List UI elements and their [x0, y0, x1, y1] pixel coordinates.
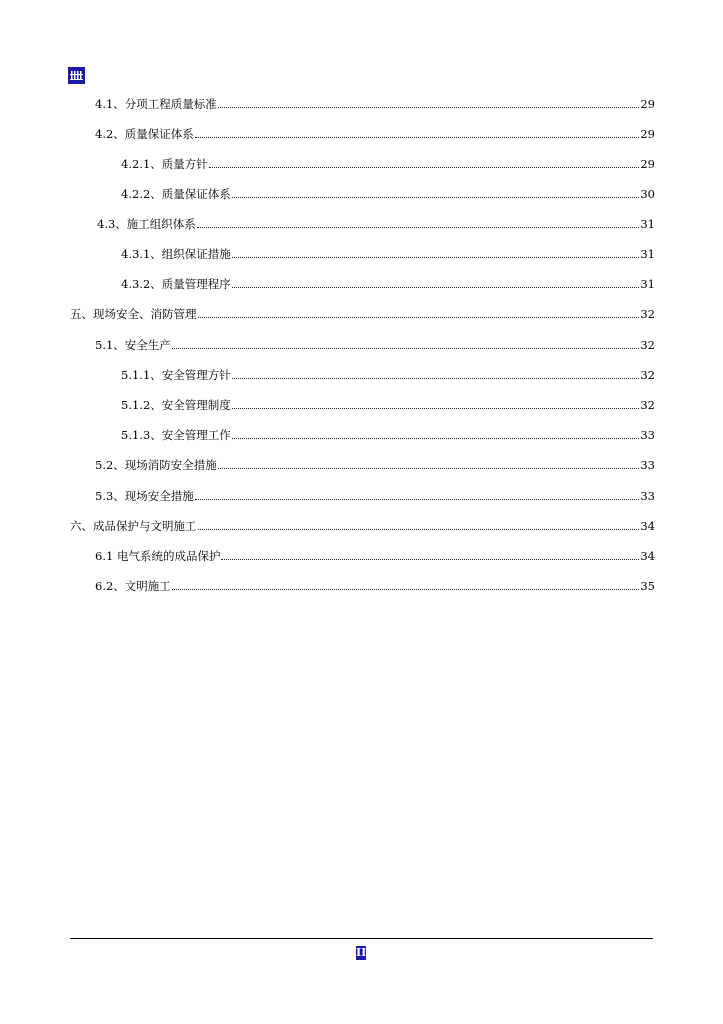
toc-entry-4-2-2[interactable] — [121, 185, 655, 201]
toc-entry-page: 33 — [640, 489, 655, 503]
toc-entry-label: 5.3、现场安全措施 — [95, 489, 194, 503]
toc-entry-4-3[interactable] — [97, 215, 655, 231]
toc-entry-5-1[interactable] — [95, 336, 655, 352]
company-logo-icon — [68, 67, 85, 84]
dot-leader — [172, 588, 640, 590]
dot-leader — [221, 558, 639, 560]
dot-leader — [172, 347, 640, 349]
toc-entry-page: 34 — [640, 549, 655, 563]
dot-leader — [232, 437, 640, 439]
toc-entry-label: 4.3.1、组织保证措施 — [121, 247, 231, 261]
toc-entry-label: 五、现场安全、消防管理 — [70, 307, 197, 321]
page-number: II — [356, 946, 367, 959]
toc-entry-label: 5.1、安全生产 — [95, 338, 171, 352]
toc-entry-page: 32 — [640, 307, 655, 321]
toc-entry-label: 4.3、施工组织体系 — [97, 217, 196, 231]
toc-entry-5-1-1[interactable] — [121, 366, 655, 382]
toc-entry-label: 6.1 电气系统的成品保护 — [95, 549, 221, 563]
toc-entry-page: 31 — [640, 217, 655, 231]
dot-leader — [195, 498, 640, 500]
toc-entry-4-3-2[interactable] — [121, 275, 655, 291]
dot-leader — [198, 316, 640, 318]
toc-entry-page: 29 — [640, 157, 655, 171]
toc-entry-4-3-1[interactable] — [121, 245, 655, 261]
dot-leader — [198, 528, 640, 530]
toc-entry-page: 32 — [640, 338, 655, 352]
toc-entry-5-2[interactable] — [95, 456, 655, 472]
toc-entry-5-3[interactable] — [95, 487, 655, 503]
toc-entry-label: 5.2、现场消防安全措施 — [95, 458, 217, 472]
toc-entry-6-2[interactable] — [95, 577, 655, 593]
toc-entry-label: 5.1.1、安全管理方针 — [121, 368, 231, 382]
dot-leader — [232, 256, 640, 258]
dot-leader — [209, 166, 640, 168]
toc-entry-label: 4.2.1、质量方针 — [121, 157, 208, 171]
toc-entry-label: 六、成品保护与文明施工 — [70, 519, 197, 533]
toc-entry-label: 4.2.2、质量保证体系 — [121, 187, 231, 201]
toc-entry-page: 34 — [640, 519, 655, 533]
toc-entry-page: 29 — [640, 97, 655, 111]
toc-entry-label: 5.1.2、安全管理制度 — [121, 398, 231, 412]
toc-entry-label: 6.2、文明施工 — [95, 579, 171, 593]
dot-leader — [232, 407, 640, 409]
dot-leader — [197, 226, 640, 228]
dot-leader — [218, 106, 640, 108]
toc-entry-page: 29 — [640, 127, 655, 141]
toc-entry-5-1-3[interactable] — [121, 426, 655, 442]
toc-entry-page: 32 — [640, 368, 655, 382]
toc-entry-page: 32 — [640, 398, 655, 412]
toc-entry-page: 33 — [640, 458, 655, 472]
footer-divider — [70, 938, 653, 939]
dot-leader — [195, 136, 640, 138]
toc-entry-4-2[interactable] — [95, 125, 655, 141]
toc-entry-label: 5.1.3、安全管理工作 — [121, 428, 231, 442]
toc-entry-page: 30 — [640, 187, 655, 201]
toc-entry-label: 4.2、质量保证体系 — [95, 127, 194, 141]
dot-leader — [232, 196, 640, 198]
toc-entry-6-1[interactable] — [95, 547, 655, 563]
dot-leader — [218, 467, 640, 469]
toc-entry-page: 31 — [640, 277, 655, 291]
toc-entry-4-1[interactable] — [95, 95, 655, 111]
dot-leader — [232, 286, 640, 288]
toc-entry-page: 31 — [640, 247, 655, 261]
toc-entry-page: 35 — [640, 579, 655, 593]
toc-entry-5-1-2[interactable] — [121, 396, 655, 412]
toc-entry-page: 33 — [640, 428, 655, 442]
toc-entry-chapter-6[interactable] — [70, 517, 655, 533]
toc-entry-label: 4.1、分项工程质量标准 — [95, 97, 217, 111]
dot-leader — [232, 377, 640, 379]
toc-entry-label: 4.3.2、质量管理程序 — [121, 277, 231, 291]
toc-entry-chapter-5[interactable] — [70, 305, 655, 321]
toc-entry-4-2-1[interactable] — [121, 155, 655, 171]
